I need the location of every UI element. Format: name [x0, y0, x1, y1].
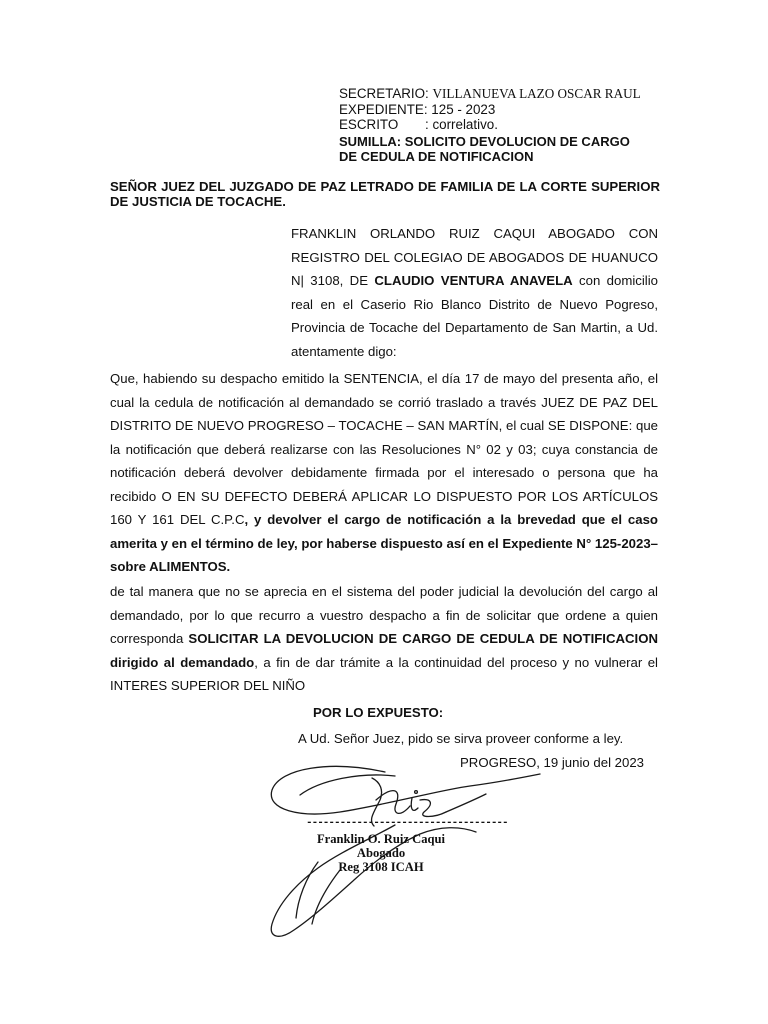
paragraph-1-bold: , y devolver el cargo de notificación a la brevedad que el caso amerita y en el término de ley, por haberse dispuesto así en el Expediente N° 125-2023– sobre ALIMENTOS.: [110, 512, 658, 574]
paragraph-2-text-2: , a fin de dar trámite a la continuidad del proceso y no vulnerar el INTERES SUPERIOR DEL NIÑO: [110, 654, 658, 693]
signatory-registration: Reg 3108 ICAH: [338, 860, 424, 874]
escrito-label: ESCRITO: [339, 117, 399, 132]
signatory-title: Abogado: [356, 846, 406, 860]
intro-text-2: con domicilio real en el Caserio Rio Blanco Distrito de Nuevo Pogreso, Provincia de Tocache del Departamento de San Martin, a Ud. atentamente digo:: [291, 273, 658, 359]
signature-line: ------------------------------------: [306, 817, 508, 829]
paragraph-2-bold: SOLICITAR LA DEVOLUCION DE CARGO DE CEDULA DE NOTIFICACION dirigido al demandado: [110, 631, 658, 670]
closing-request: A Ud. Señor Juez, pido se sirva proveer conforme a ley.: [298, 731, 624, 746]
sumilla-line-2: DE CEDULA DE NOTIFICACION: [339, 149, 534, 164]
paragraph-2-text-1: de tal manera que no se aprecia en el sistema del poder judicial la devolución del cargo al demandado, por lo que recurro a vuestro despacho a fin de solicitar que ordene a quien corresponda: [110, 584, 658, 646]
place-date: PROGRESO, 19 junio del 2023: [460, 755, 644, 770]
secretario-label: SECRETARIO:: [339, 86, 429, 101]
expediente-value: 125 - 2023: [431, 101, 496, 117]
signatory-block: [296, 832, 466, 874]
signatory-name: Franklin O. Ruiz Caqui: [316, 832, 446, 846]
escrito-value: : correlativo.: [425, 117, 498, 132]
sumilla-line-1: SUMILLA: SOLICITO DEVOLUCION DE CARGO: [339, 133, 630, 149]
client-name: CLAUDIO VENTURA ANAVELA: [374, 273, 573, 288]
addressee: SEÑOR JUEZ DEL JUZGADO DE PAZ LETRADO DE FAMILIA DE LA CORTE SUPERIOR DE JUSTICIA DE TOCACHE.: [110, 179, 660, 209]
secretario-value: VILLANUEVA LAZO OSCAR RAUL: [432, 86, 641, 101]
expediente-label: EXPEDIENTE:: [339, 101, 428, 117]
paragraph-1-text: Que, habiendo su despacho emitido la SENTENCIA, el día 17 de mayo del presenta año, el cual la cedula de notificación al demandado se corrió traslado a través JUEZ DE PAZ DEL DISTRITO DE NUEVO PROGRESO – TOCACHE – SAN MARTÍN, el cual SE DISPONE: que la notificación que deberá realizarse con las Resoluciones N° 02 y 03; cuya constancia de notificación deberá devolver debidamente firmada por el interesado o persona que ha recibido O EN SU DEFECTO DEBERÁ APLICAR LO DISPUESTO POR LOS ARTÍCULOS 160 Y 161 DEL C.P.C: [110, 371, 658, 527]
intro-text-1: FRANKLIN ORLANDO RUIZ CAQUI ABOGADO CON REGISTRO DEL COLEGIAO DE ABOGADOS DE HUANUCO N| 3108, DE: [291, 226, 658, 288]
closing-heading: POR LO EXPUESTO:: [313, 705, 444, 720]
